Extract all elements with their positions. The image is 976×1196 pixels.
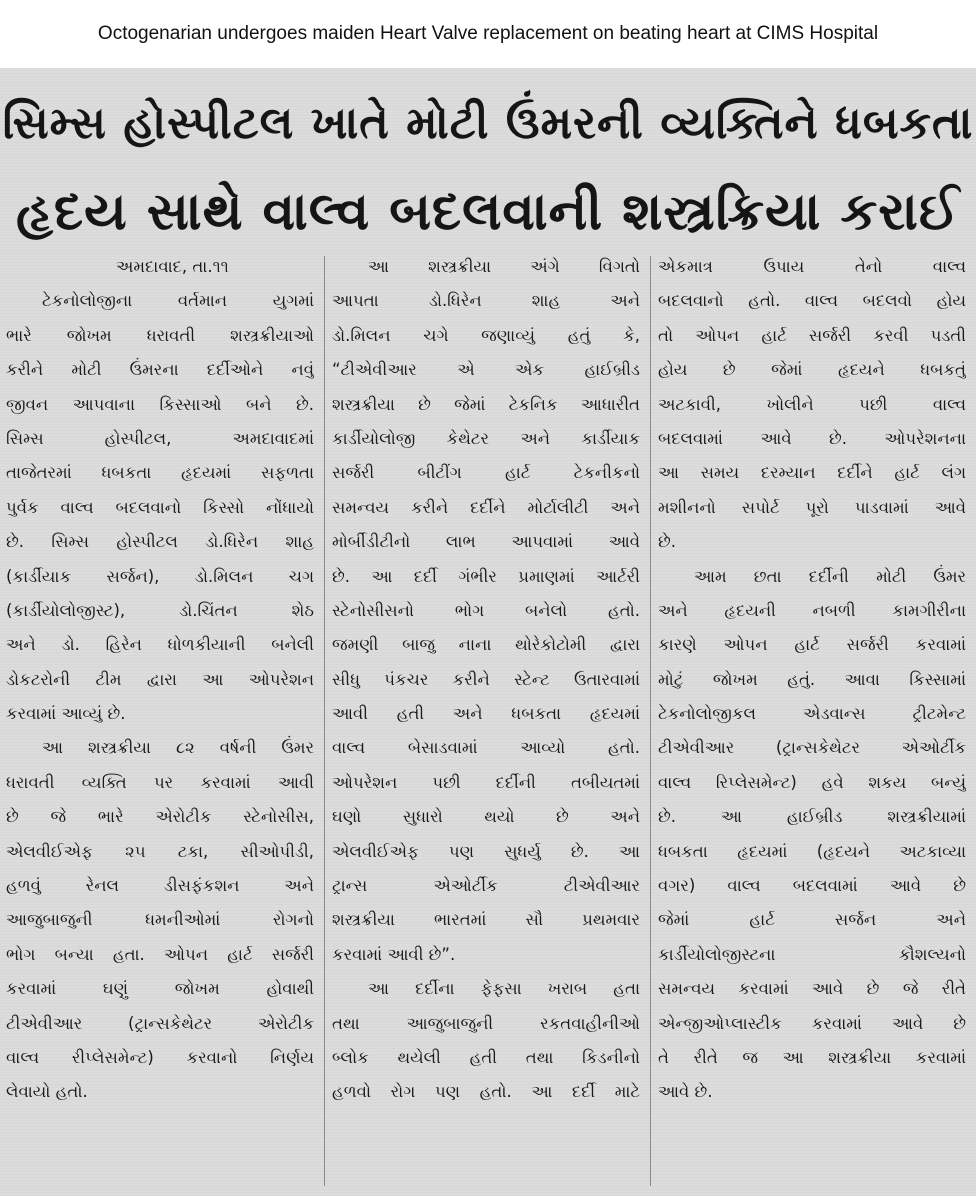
article-line: તો ઓપન હાર્ટ સર્જરી કરવી પડતી [658, 325, 966, 345]
article-line: મોર્બીડીટીનો લાભ આપવામાં આવે [332, 532, 640, 552]
article-line: આ દર્દીના ફેફસા ખરાબ હતા [368, 979, 640, 999]
article-line: ધબકતા હૃદયમાં (હૃદયને અટકાવ્યા [658, 841, 966, 861]
article-line: ટીએવીઆર (ટ્રાન્સકેથેટર એરોટીક [6, 1013, 314, 1033]
article-line: અટકાવી, ખોલીને પછી વાલ્વ [658, 394, 966, 414]
article-line: શસ્ત્રક્રીયા છે જેમાં ટેકનિક આધારીત [332, 394, 640, 414]
article-line: બદલવામાં આવે છે. ઓપરેશનના [658, 428, 966, 448]
article-line: એન્જીઓપ્લાસ્ટીક કરવામાં આવે છે [658, 1013, 966, 1033]
article-line: હળવો રોગ પણ હતો. આ દર્દી માટે [332, 1082, 640, 1102]
article-line: ડો.મિલન ચગે જણાવ્યું હતું કે, [332, 325, 640, 345]
article-line: તે રીતે જ આ શસ્ત્રક્રીયા કરવામાં [658, 1047, 966, 1067]
article-line: વાલ્વ રિપ્લેસમેન્ટ) હવે શકય બન્યું [658, 772, 966, 792]
article-line: તથા આજુબાજુની રકતવાહીનીઓ [332, 1013, 640, 1033]
article-line: “ટીએવીઆર એ એક હાઈબ્રીડ [332, 360, 640, 380]
article-line: આવે છે. [658, 1082, 713, 1102]
article-line: (કાર્ડીયાક સર્જન), ડો.મિલન ચગ [6, 566, 314, 586]
article-line: કરવામાં આવ્યું છે. [6, 704, 126, 724]
article-line: એલવીઈએફ ૨૫ ટકા, સીઓપીડી, [6, 841, 314, 861]
article-line: વાલ્વ રીપ્લેસમેન્ટ) કરવાનો નિર્ણય [6, 1047, 314, 1067]
headline-line-1: સિમ્સ હોસ્પીટલ ખાતે મોટી ઉંમરની વ્યક્તિને ધબકતા [2, 98, 974, 149]
article-line: કરીને મોટી ઉંમરના દર્દીઓને નવું [6, 360, 314, 380]
article-line: અમદાવાદ, તા.૧૧ [116, 257, 229, 276]
article-line: હળવું રેનલ ડીસફંકશન અને [6, 876, 314, 896]
article-line: કારણે ઓપન હાર્ટ સર્જરી કરવામાં [658, 635, 966, 655]
article-line: છે. આ હાઈબ્રીડ શસ્ત્રક્રીયામાં [658, 807, 966, 827]
article-line: કાર્ડીયોલોજી કેથેટર અને કાર્ડીયાક [332, 428, 640, 448]
article-line: ટેકનોલોજીના વર્તમાન યુગમાં [42, 291, 314, 311]
article-line: આ શસ્ત્રક્રીયા ૮૨ વર્ષની ઉંમર [42, 738, 314, 758]
article-line: ભોગ બન્યા હતા. ઓપન હાર્ટ સર્જરી [6, 944, 314, 964]
article-line: ઘણો સુધારો થયો છે અને [332, 807, 640, 827]
article-line: કાર્ડીયોલોજીસ્ટના કૌશલ્યનો [658, 944, 966, 964]
article-line: તાજેતરમાં ધબકતા હૃદયમાં સફળતા [6, 463, 314, 483]
article-body [6, 250, 972, 1194]
article-line: એકમાત્ર ઉપાય તેનો વાલ્વ [658, 257, 966, 276]
article-line: સિમ્સ હોસ્પીટલ, અમદાવાદમાં [6, 428, 314, 448]
article-line: અને ડો. હિરેન ધોળકીયાની બનેલી [6, 635, 314, 655]
article-line: મશીનનો સપોર્ટ પૂરો પાડવામાં આવે [658, 497, 966, 517]
article-line: છે. આ દર્દી ગંભીર પ્રમાણમાં આર્ટરી [332, 566, 640, 586]
article-line: હોય છે જેમાં હૃદયને ધબકતું [658, 360, 966, 380]
article-line: જેમાં હાર્ટ સર્જન અને [658, 910, 966, 930]
article-line: આપતા ડો.ધિરેન શાહ અને [332, 291, 640, 311]
article-line: સમન્વય કરીને દર્દીને મોર્ટાલીટી અને [332, 497, 640, 517]
article-line: જમણી બાજુ નાના થોરેકોટોમી દ્વારા [332, 635, 640, 655]
article-line: એલવીઈએફ પણ સુધર્યુ છે. આ [332, 841, 640, 861]
article-line: આ સમય દરમ્યાન દર્દીને હાર્ટ લંગ [658, 463, 966, 483]
column-divider [324, 256, 325, 1186]
article-line: જીવન આપવાના કિસ્સાઓ બને છે. [6, 394, 314, 414]
article-column-2 [332, 250, 640, 1194]
article-line: કરવામાં આવી છે”. [332, 944, 456, 964]
article-line: શસ્ત્રક્રીયા ભારતમાં સૌ પ્રથમવાર [332, 910, 640, 930]
headline-line-2: હૃદય સાથે વાલ્વ બદલવાની શસ્ત્રક્રિયા કરાઈ [16, 182, 960, 242]
newspaper-clipping [0, 68, 976, 1196]
article-line: ડોકટરોની ટીમ દ્વારા આ ઓપરેશન [6, 669, 314, 689]
article-line: છે જે ભારે એરોટીક સ્ટેનોસીસ, [6, 807, 314, 827]
article-column-1 [6, 250, 314, 1194]
article-line: ટેકનોલોજીકલ એડવાન્સ ટ્રીટમેન્ટ [658, 704, 966, 724]
article-line: બ્લોક થયેલી હતી તથા કિડનીનો [332, 1047, 640, 1067]
article-line: પુર્વક વાલ્વ બદલવાનો કિસ્સો નોંધાયો [6, 497, 314, 517]
article-line: (કાર્ડીયોલોજીસ્ટ), ડો.ચિંતન શેઠ [6, 600, 314, 620]
article-line: આવી હતી અને ધબકતા હૃદયમાં [332, 704, 640, 724]
headline [0, 68, 976, 256]
article-line: અને હૃદયની નબળી કામગીરીના [658, 600, 966, 620]
article-line: ધરાવતી વ્યક્તિ પર કરવામાં આવી [6, 772, 314, 792]
article-line: આમ છતા દર્દીની મોટી ઉંમર [694, 566, 966, 586]
article-line: વગર) વાલ્વ બદલવામાં આવે છે [658, 876, 966, 896]
article-line: આ શસ્ત્રક્રીયા અંગે વિગતો [368, 257, 640, 276]
article-column-3 [658, 250, 966, 1194]
article-line: આજુબાજુની ધમનીઓમાં રોગનો [6, 910, 314, 930]
article-line: બદલવાનો હતો. વાલ્વ બદલવો હોય [658, 291, 966, 311]
article-line: ઓપરેશન પછી દર્દીની તબીયતમાં [332, 772, 640, 792]
article-line: ભારે જોખમ ધરાવતી શસ્ત્રક્રીયાઓ [6, 325, 314, 345]
article-line: સમન્વય કરવામાં આવે છે જે રીતે [658, 979, 966, 999]
image-caption: Octogenarian undergoes maiden Heart Valve replacement on beating heart at CIMS Hospital [0, 0, 976, 68]
article-line: ટીએવીઆર (ટ્રાન્સકેથેટર એઓર્ટીક [658, 738, 966, 758]
article-line: છે. સિમ્સ હોસ્પીટલ ડો.ધિરેન શાહ [6, 532, 314, 552]
article-line: ટ્રાન્સ એઓર્ટીક ટીએવીઆર [332, 876, 640, 896]
article-line: વાલ્વ બેસાડવામાં આવ્યો હતો. [332, 738, 640, 758]
article-line: મોટું જોખમ હતું. આવા કિસ્સામાં [658, 669, 966, 689]
article-line: છે. [658, 532, 676, 552]
article-line: સ્ટેનોસીસનો ભોગ બનેલો હતો. [332, 600, 640, 620]
column-divider [650, 256, 651, 1186]
article-line: લેવાયો હતો. [6, 1082, 88, 1102]
article-line: સર્જરી બીટીંગ હાર્ટ ટેકનીકનો [332, 463, 640, 483]
article-line: સીધુ પંકચર કરીને સ્ટેન્ટ ઉતારવામાં [332, 669, 640, 689]
article-line: કરવામાં ઘણું જોખમ હોવાથી [6, 979, 314, 999]
